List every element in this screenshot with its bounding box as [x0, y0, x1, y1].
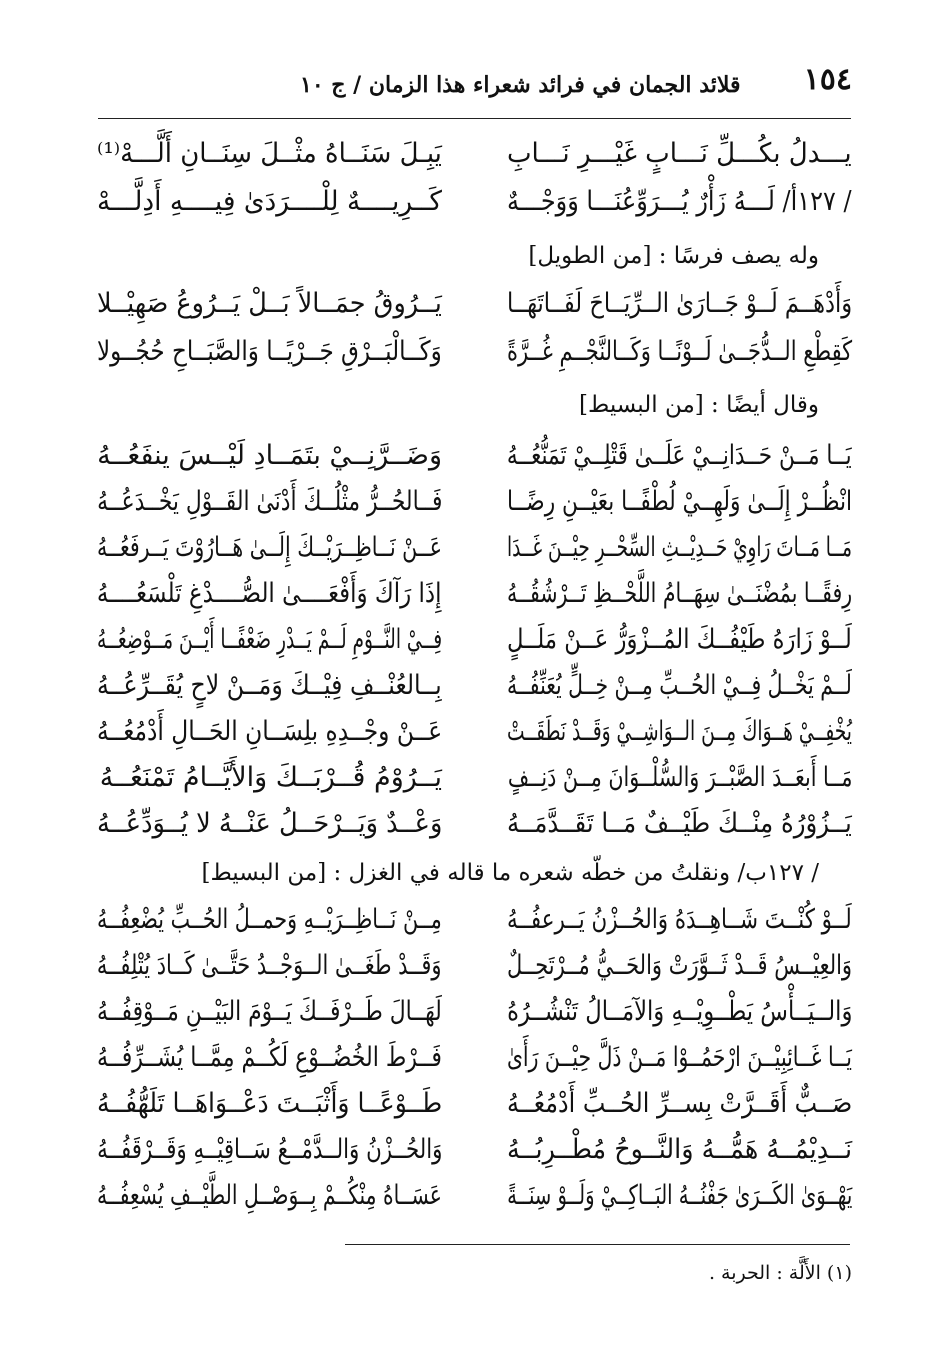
verse-right: وَالعِيْــسُ قَــدْ ثَــوَّرَتْ وَالحَــيُّ مُــرْتَحِــلٌ — [506, 950, 852, 981]
verse-right: يَهْــوَىٰ الكَــرَىٰ جَفْنُــهُ البَــاكِــيْ وَلَــوْ سِنَــةً — [506, 1180, 852, 1211]
verse-left: وَكَــالْبَــرْقِ جَــرْيًــا وَالصَّبَــاحِ حُجُــولا — [97, 336, 442, 367]
verse-right: يَــا غَــائِبِيْــنَ ارْحَمُــوْا مَــنْ ذَلَّ حِيْــنَ رَأَىٰ — [507, 1042, 852, 1073]
verse-right: يـــدلُ بكُـــلِّ نَـــابٍ غَيْـــرِ نَـــابِ — [507, 138, 852, 169]
verse-left: إِذَا رَآكَ وَأَفْعَــــىٰ الصُّــــدْغِ تَلْسَعُــــهُ — [97, 578, 442, 609]
verse-left: وَضَــرَّنِــيْ بتَمَــادِ لَيْــسَ ينفَعُــهُ — [97, 440, 442, 471]
verse-right: نَــدِيْمُــهُ هَمُّــهُ وَالنَّــوحُ مُطْــرِبُــهُ — [506, 1134, 852, 1165]
verse-left: وَقَــدْ طَغَــىٰ الــوَجْــدُ حَتَّــىٰ كَــادَ يُتْلِفُــهُ — [97, 950, 442, 981]
verse-right: يَــزُوْرُهُ مِنْــكَ طَيْــفٌ مَــا تَقَــدَّمَــهُ — [507, 808, 852, 839]
verse-right: صَــبٌّ أَقَــرَّتْ بِســرِّ الحُــبِّ أَدْمُعُــهُ — [506, 1088, 852, 1119]
verse-right: وَالــيَــأْسُ يَطْــوِيْــهِ وَالآمَــالُ تَنْشُــرُهُ — [506, 996, 852, 1027]
verse-left: بِــالعُنْــفِ فِيْــكَ وَمَــنْ لاحٍ يُقَــرِّعُــهُ — [97, 670, 442, 701]
verse-left: يَــرُوْمُ قُــرْبَــكَ وَالأَيَّــامُ تَمْنَعُــهُ — [99, 762, 442, 793]
verse-left: فِــيْ النَّــوْمِ لَــمْ يَــدْرِ ضَعْفًــا أَيْــنَ مَــوْضِعُــهُ — [96, 624, 442, 655]
verse-right: لَــوْ زَارَهُ طَيْفُــكَ المُــزْوَرُّ عَــنْ مَلَــلٍ — [507, 624, 852, 655]
verse-left: يَــرُوقُ جمَــالاً بَــلْ يَــرُوعُ صَهِيْــلا — [97, 288, 442, 319]
poem-intro: وله يصف فرسًا : [من الطويل] — [528, 243, 819, 269]
page-number: ١٥٤ — [803, 62, 852, 97]
verse-right: انْظُــرْ إِلَــىٰ وَلَهِــيْ لُطْفًــا بعَيْــنِ رِضًــا — [506, 486, 852, 517]
verse-right: وَأَدْهَــمَ لَــوْ جَــارَىٰ الــرِّيَــاحَ لَفَــاتَهَــا — [506, 288, 852, 319]
verse-right: يُخْفِــيْ هَــوَاكَ مِــنَ الــوَاشِــيْ وَقَــدْ نَطَقَــتْ — [507, 716, 852, 747]
footnote-divider — [345, 1244, 850, 1245]
verse-left: فَــالحُــرُّ مثْلُــكَ أَدْنَىٰ القَــوْلِ يَخْــدَعُــهُ — [96, 486, 442, 517]
poem-intro: / ١٢٧ب/ ونقلتُ من خطّه شعره ما قاله في الغزل : [من البسيط] — [201, 860, 819, 886]
running-title: قلائد الجمان في فرائد شعراء هذا الزمان / ج ١٠ — [300, 72, 741, 98]
verse-left: مِــنْ نَــاظِــرَيْــهِ وَحمــلُ الحُــبِّ يُضْعِفُــهُ — [97, 904, 442, 935]
verse-right: لَــوْ كُنْــتَ شَــاهِــدَهُ وَالحُــزْنُ يَــرعفُــهُ — [507, 904, 852, 935]
header-divider — [98, 118, 851, 119]
verse-left: يَبِـلَ سَنَــاهُ مثْــلَ سِنَــانِ أَلَّـــهْ⁽¹⁾ — [97, 138, 442, 169]
verse-right: مَــا أَبعَــدَ الصَّبْــرَ وَالسُّلْــوَانَ مِــنْ دَنِــفٍ — [507, 762, 852, 793]
verse-left: وَعْــدٌ وَيَــرْحَــلُ عَنْــهُ لا يُــوَدِّعُــهُ — [96, 808, 442, 839]
verse-left: وَالحُــزْنُ وَالــدَّمْــعُ سَــاقِيْــهِ وَقَــرْقَفُــهُ — [96, 1134, 442, 1165]
verse-left: عَــنْ نَــاظِــرَيْــكَ إِلَــىٰ هَــارُوْتَ يَــرفَعُــهُ — [97, 532, 442, 563]
footnote: (١) الأَلَّة : الحربة . — [708, 1262, 852, 1284]
verse-right: كَقِطْعِ الــدُّجَــىٰ لَــوْنًــا وَكَــالنَّجْــمِ غُــرَّةً — [506, 336, 852, 367]
verse-left: لَهَــالَ طَــرْفَــكَ يَــوْمَ البَيْــنِ مَــوْقِفُــهُ — [97, 996, 442, 1027]
verse-left: عَسَــاهُ مِنْكُــمْ بِــوَصْــلِ الطَّيْــفِ يُسْعِفُــهُ — [97, 1180, 442, 1211]
verse-left: فَــرْطَ الخُضُــوْعِ لَكُــمْ مِمَّــا يُشَــرِّفُــهُ — [97, 1042, 442, 1073]
verse-right: مَــا مَــاتَ رَاوِيْ حَــدِيْــثِ السِّحْــرِ حِيْــنَ غَــدَا — [507, 532, 852, 563]
verse-right: رِفقًــا بمُضْنَــىٰ سِهَــامُ اللَّحْــظِ تَــرْشُقُــهُ — [506, 578, 852, 609]
verse-right: لَــمْ يَخْــلُ فِــيْ الحُــبِّ مِــنْ خِــلٍّ يُعَنِّفُــهُ — [507, 670, 852, 701]
verse-left: كَــرِيــــهٌ لِلْــــرَدَىٰ فِيــــهِ أَدِلَّـــهْ — [97, 186, 442, 217]
verse-left: طَــوْعًــا وَأَثْبَــتَ دَعْــوَاهَــا تَلَهُّفُــهُ — [96, 1088, 442, 1119]
verse-left: عَــنْ وجْــدِهِ بلِسَــانِ الحَــالِ أَدْمُعُــهُ — [96, 716, 442, 747]
verse-right: يَــا مَــنْ حَــدَانِــيْ عَلَــىٰ قَتْلِــيْ تَمَنُّعُــهُ — [507, 440, 852, 471]
verse-right: / ١٢٧أ/ لَـــهُ زَأْرٌ يُـــرَوِّعُنَـــا وَوَجْـــهٌ — [507, 186, 852, 217]
poem-intro: وقال أيضًا : [من البسيط] — [579, 392, 819, 418]
